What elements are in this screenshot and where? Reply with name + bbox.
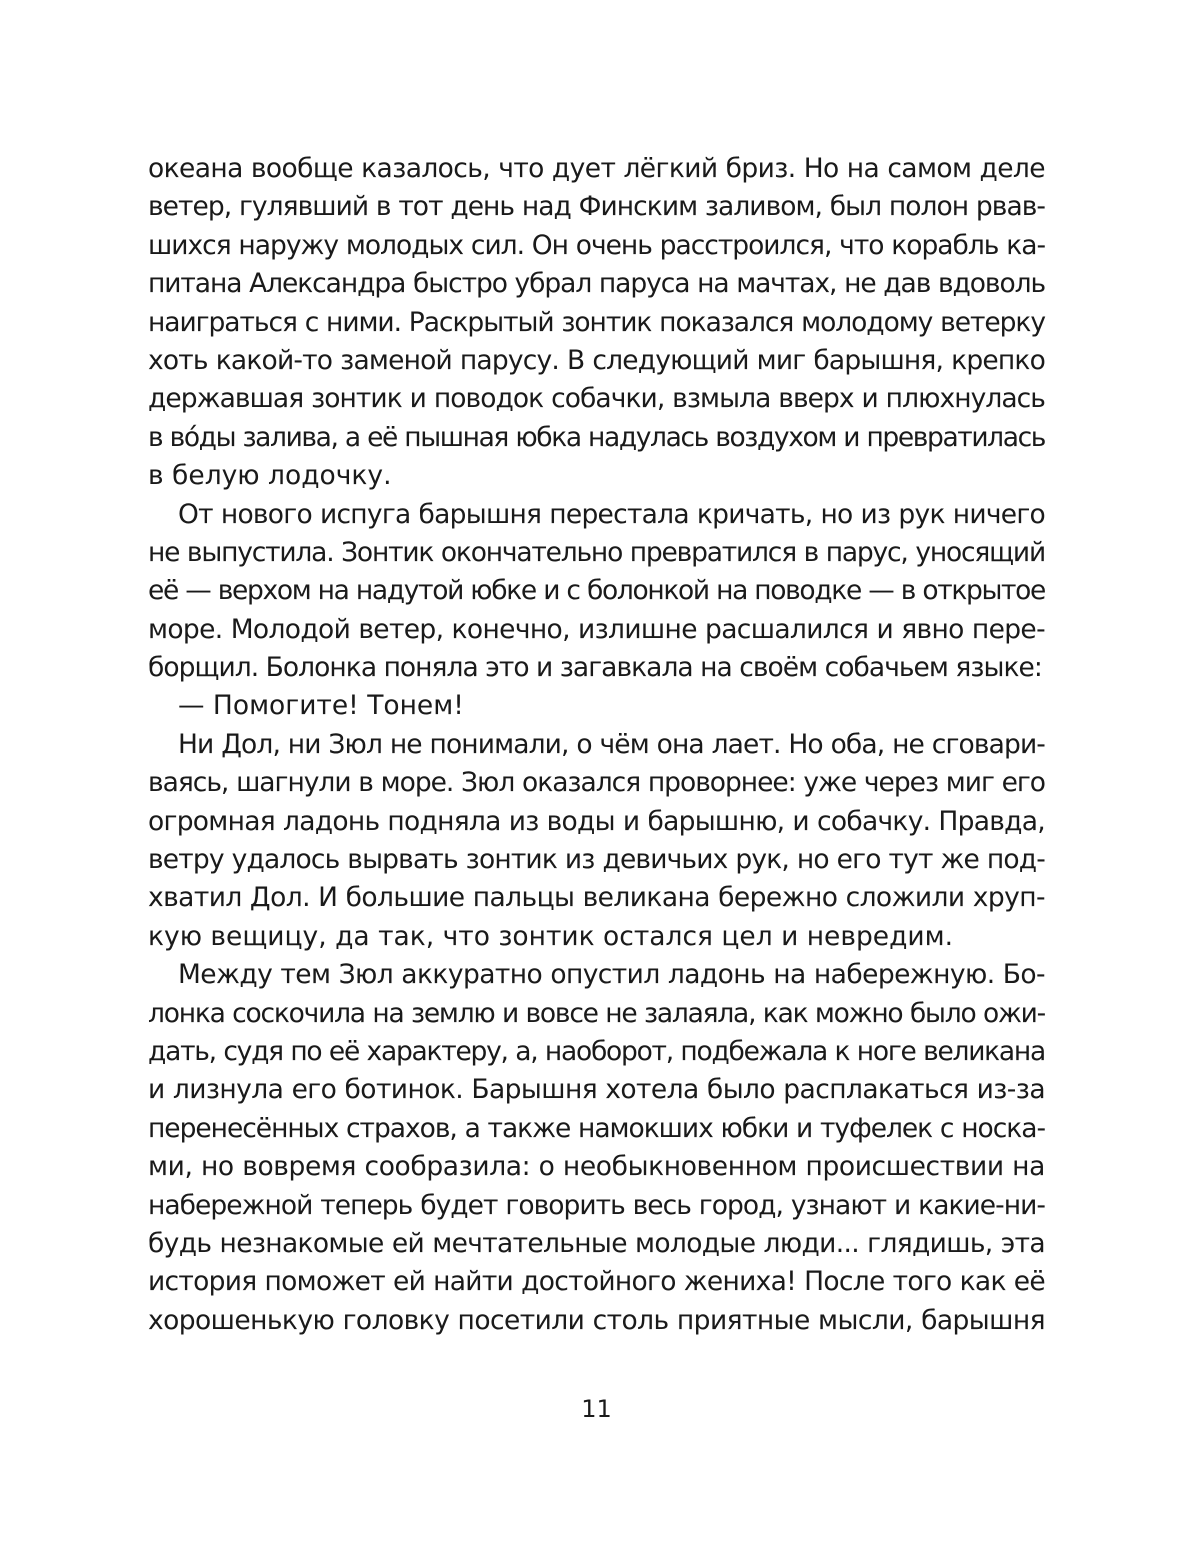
paragraph [148,956,1045,1340]
text-line: набережной теперь будет говорить весь город, узнают и какие-ни- [148,1189,1045,1221]
paragraph [148,496,1045,688]
text-line: державшая зонтик и поводок собачки, взмыла вверх и плюхнулась [148,383,1045,415]
page-number: 11 [581,1395,612,1423]
text-line: кую вещицу, да так, что зонтик остался цел и невредим. [148,920,954,952]
text-line: От нового испуга барышня перестала кричать, но из рук ничего [178,498,1045,530]
text-line: наиграться с ними. Раскрытый зонтик показался молодому ветерку [148,306,1045,338]
text-line: дать, судя по её характеру, а, наоборот, подбежала к ноге великана [148,1035,1045,1067]
text-line: борщил. Болонка поняла это и загавкала на своём собачьем языке: [148,652,1042,684]
paragraph [148,726,1045,956]
text-line: Между тем Зюл аккуратно опустил ладонь на набережную. Бо- [178,959,1045,991]
paragraph [148,687,1045,725]
text-line: ми, но вовремя сообразила: о необыкновенном происшествии на [148,1151,1045,1183]
text-line: не выпустила. Зонтик окончательно превратился в парус, уносящий [148,536,1045,568]
text-line: в белую лодочку. [148,460,392,492]
text-line: море. Молодой ветер, конечно, излишне расшалился и явно пере- [148,613,1045,645]
text-line: Ни Дол, ни Зюл не понимали, о чём она лает. Но оба, не сговари- [178,728,1045,760]
text-line: ветер, гулявший в тот день над Финским заливом, был полон рвав- [148,191,1045,223]
text-line: океана вообще казалось, что дует лёгкий бриз. Но на самом деле [148,153,1045,184]
text-line: хватил Дол. И большие пальцы великана бережно сложили хруп- [148,882,1045,914]
text-line: питана Александра быстро убрал паруса на мачтах, не дав вдоволь [148,268,1045,300]
text-line: хоть какой-то заменой парусу. В следующий миг барышня, крепко [148,344,1045,376]
text-line: — Помогите! Тонем! [178,690,464,722]
text-line: огромная ладонь подняла из воды и барышню, и собачку. Правда, [148,805,1045,837]
text-line: шихся наружу молодых сил. Он очень расстроился, что корабль ка- [148,229,1045,261]
paragraph [148,150,1045,496]
text-line: перенесённых страхов, а также намокших юбки и туфелек с носка- [148,1112,1045,1144]
text-line: и лизнула его ботинок. Барышня хотела было расплакаться из-за [148,1074,1045,1106]
text-line: ваясь, шагнули в море. Зюл оказался проворнее: уже через миг его [148,767,1045,799]
text-line: будь незнакомые ей мечтательные молодые люди... глядишь, эта [148,1227,1045,1259]
text-line: хорошенькую головку посетили столь приятные мысли, барышня [148,1304,1045,1336]
book-page-text [148,150,1045,1340]
text-line: лонка соскочила на землю и вовсе не залаяла, как можно было ожи- [148,997,1045,1029]
text-line: история поможет ей найти достойного жениха! После того как её [148,1266,1045,1298]
text-line: её — верхом на надутой юбке и с болонкой на поводке — в открытое [148,575,1045,607]
text-line: в вóды залива, а её пышная юбка надулась воздухом и превратилась [148,421,1045,453]
text-line: ветру удалось вырвать зонтик из девичьих рук, но его тут же под- [148,844,1045,876]
